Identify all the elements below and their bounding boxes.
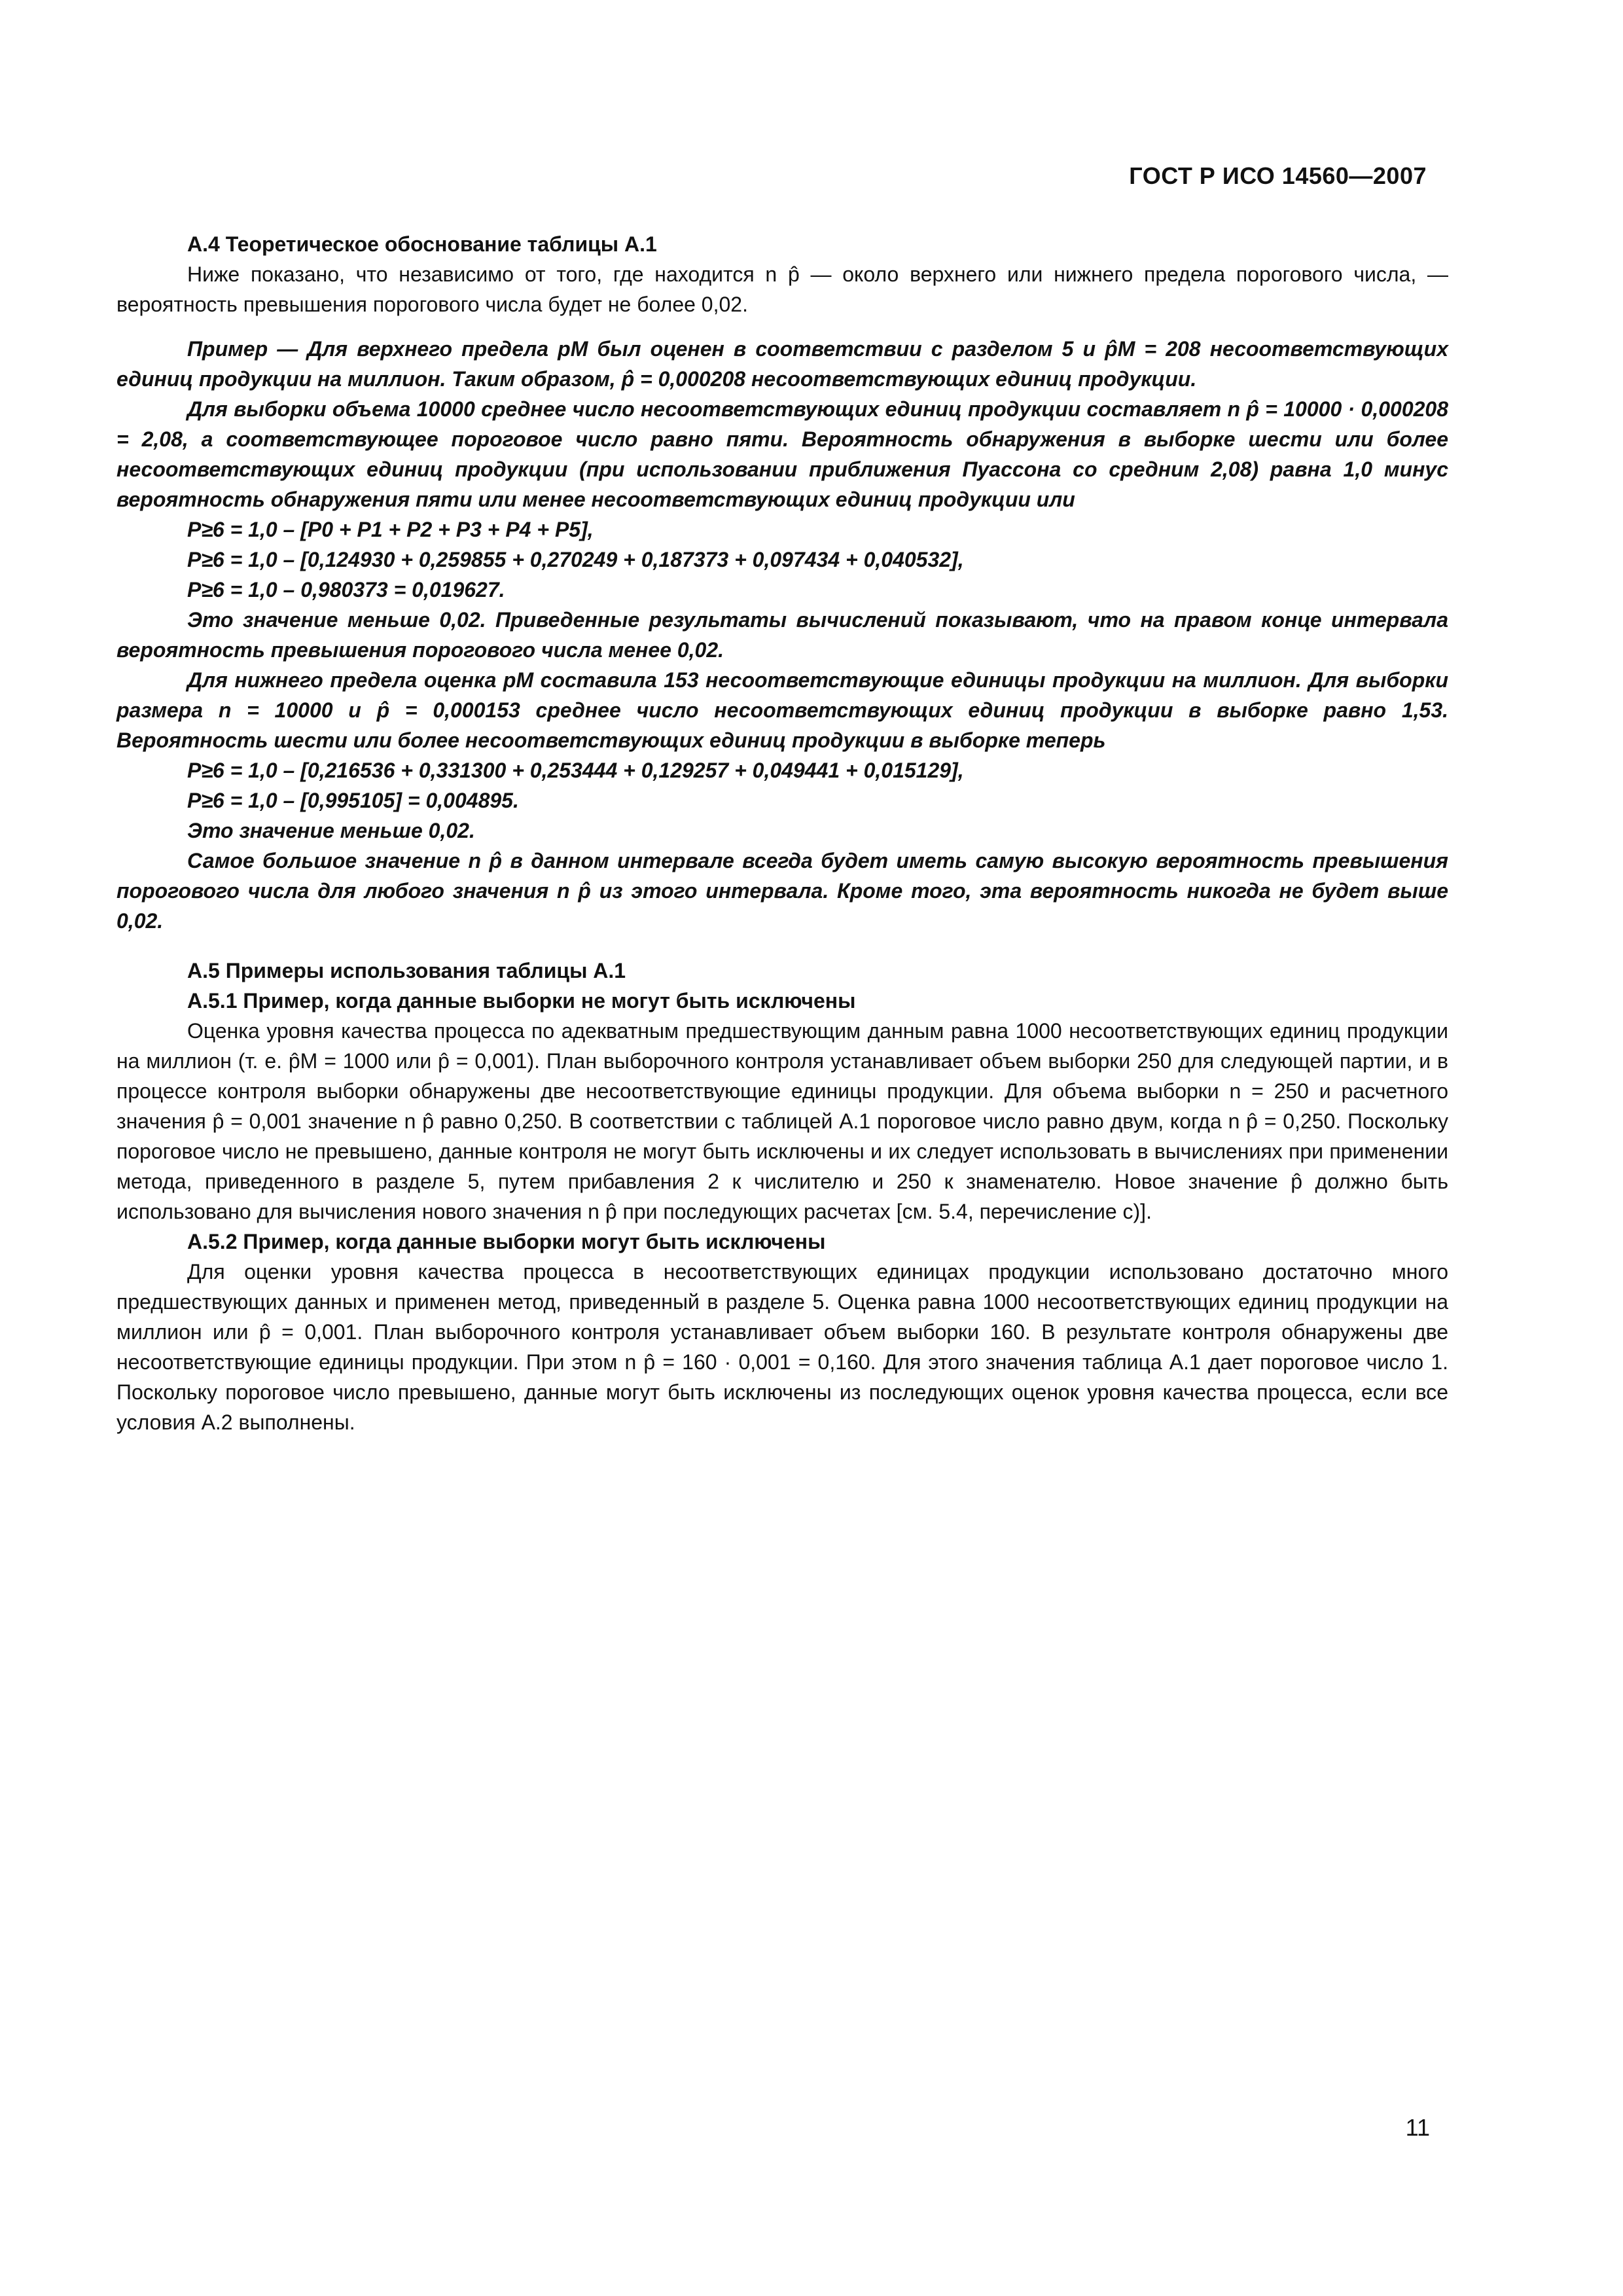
example-paragraph-6: Самое большое значение n p̂ в данном интервале всегда будет иметь самую высокую вероятность превышения порогового числа для любого значения n p̂ из этого интервала. Кроме того, эта вероятность никогда не будет выше 0,02. [116,849,1448,933]
formula-1: P≥6 = 1,0 – [P0 + P1 + P2 + P3 + P4 + P5], [187,518,594,541]
section-a51-heading: А.5.1 Пример, когда данные выборки не могут быть исключены [187,989,856,1013]
example-paragraph-3: Это значение меньше 0,02. Приведенные результаты вычислений показывают, что на правом конце интервала вероятность превышения порогового числа менее 0,02. [116,608,1448,662]
formula-2: P≥6 = 1,0 – [0,124930 + 0,259855 + 0,270249 + 0,187373 + 0,097434 + 0,040532], [187,548,964,571]
example-paragraph-5: Это значение меньше 0,02. [187,819,475,842]
section-a52-heading: А.5.2 Пример, когда данные выборки могут быть исключены [187,1230,826,1253]
document-header: ГОСТ Р ИСО 14560—2007 [1129,162,1427,189]
example-paragraph-2: Для выборки объема 10000 среднее число несоответствующих единиц продукции составляет n p̂ = 10000 · 0,000208 = 2,08, а соответствующее пороговое число равно пяти. Вероятность обнаружения в выборке шести или более несоответствующих единиц продукции (при использовании приближения Пуассона со средним 2,08) равна 1,0 минус вероятность обнаружения пяти или менее несоответствующих единиц продукции или [116,397,1448,511]
formula-4: P≥6 = 1,0 – [0,216536 + 0,331300 + 0,253444 + 0,129257 + 0,049441 + 0,015129], [187,759,964,782]
page-content [116,229,1448,1437]
section-a4-heading: А.4 Теоретическое обоснование таблицы А.1 [187,232,657,256]
formula-5: P≥6 = 1,0 – [0,995105] = 0,004895. [187,789,519,812]
a4-intro: Ниже показано, что независимо от того, где находится n p̂ — около верхнего или нижнего предела порогового числа, — вероятность превышения порогового числа будет не более 0,02. [116,262,1448,316]
a52-text: Для оценки уровня качества процесса в несоответствующих единицах продукции использовано достаточно много предшествующих данных и применен метод, приведенный в разделе 5. Оценка равна 1000 несоответствующих единиц продукции на миллион или p̂ = 0,001. План выборочного контроля устанавливает объем выборки 160. В результате контроля обнаружены две несоответствующие единицы продукции. При этом n p̂ = 160 · 0,001 = 0,160. Для этого значения таблица А.1 дает пороговое число 1. Поскольку пороговое число превышено, данные могут быть исключены из последующих оценок уровня качества процесса, если все условия А.2 выполнены. [116,1260,1448,1434]
page-number: 11 [1405,2114,1430,2141]
example-paragraph-1: Пример — Для верхнего предела pM был оценен в соответствии с разделом 5 и p̂M = 208 несоответствующих единиц продукции на миллион. Таким образом, p̂ = 0,000208 несоответствующих единиц продукции. [116,337,1448,391]
section-a5-heading: А.5 Примеры использования таблицы А.1 [187,959,626,982]
a51-text: Оценка уровня качества процесса по адекватным предшествующим данным равна 1000 несоответствующих единиц продукции на миллион (т. е. p̂M = 1000 или p̂ = 0,001). План выборочного контроля устанавливает объем выборки 250 для следующей партии, и в процессе контроля выборки обнаружены две несоответствующие единицы продукции. Для объема выборки n = 250 и расчетного значения p̂ = 0,001 значение n p̂ равно 0,250. В соответствии с таблицей А.1 пороговое число равно двум, когда n p̂ = 0,250. Поскольку пороговое число не превышено, данные контроля не могут быть исключены и их следует использовать в вычислениях при применении метода, приведенного в разделе 5, путем прибавления 2 к числителю и 250 к знаменателю. Новое значение p̂ должно быть использовано для вычисления нового значения n p̂ при последующих расчетах [см. 5.4, перечисление с)]. [116,1019,1448,1223]
example-paragraph-4: Для нижнего предела оценка pM составила 153 несоответствующие единицы продукции на миллион. Для выборки размера n = 10000 и p̂ = 0,000153 среднее число несоответствующих единиц продукции в выборке равно 1,53. Вероятность шести или более несоответствующих единиц продукции в выборке теперь [116,668,1448,752]
formula-3: P≥6 = 1,0 – 0,980373 = 0,019627. [187,578,505,601]
